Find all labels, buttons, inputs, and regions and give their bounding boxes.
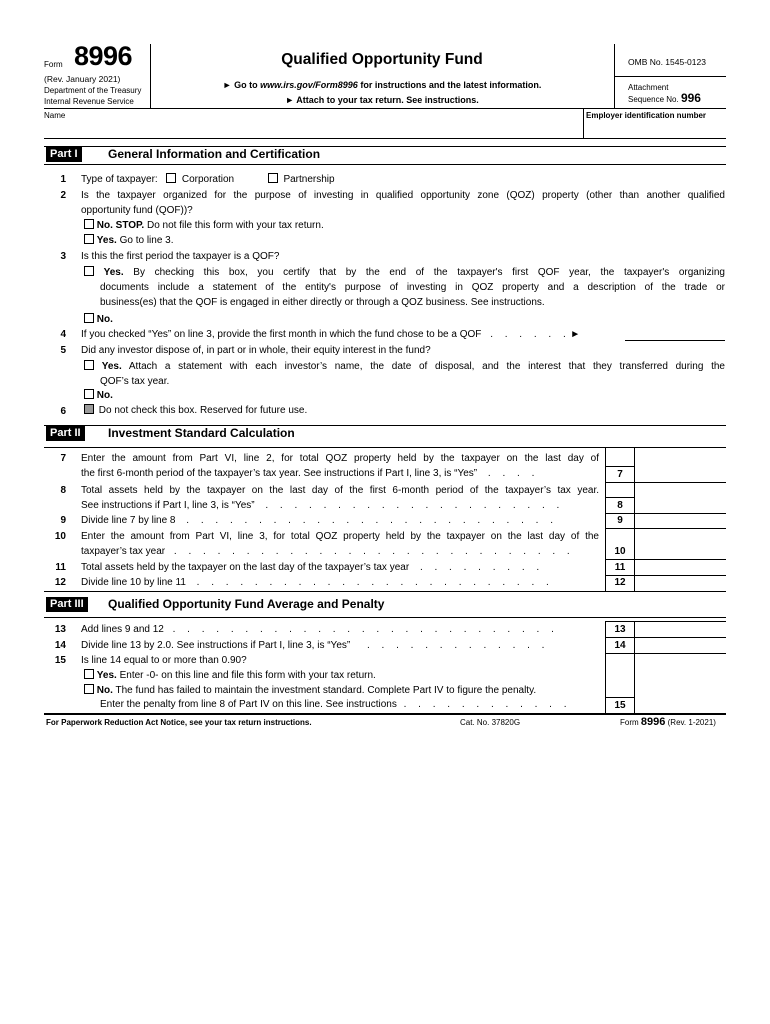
part-3-label: Part III <box>46 597 88 612</box>
sequence-label <box>628 93 701 105</box>
line-2-no-text: Do not file this form with your tax return. <box>146 220 324 231</box>
line-3-yes-checkbox[interactable] <box>84 266 94 276</box>
line-10-number: 10 <box>54 531 66 542</box>
line-3-no-label: No. <box>96 314 113 325</box>
line-5-number: 5 <box>60 345 66 356</box>
line-2-yes-row <box>84 233 174 248</box>
line-9-row <box>81 513 557 528</box>
corporation-checkbox[interactable] <box>166 173 176 183</box>
line-3-number: 3 <box>60 251 66 262</box>
box-10-label: 10 <box>614 546 626 557</box>
line-7-text-a: Enter the amount from Part VI, line 2, for total QOZ property held by the taxpayer on the last day of <box>81 453 599 464</box>
part-1-title: General Information and Certification <box>108 147 321 161</box>
line-8-amount-field[interactable] <box>635 498 725 513</box>
line-5-text: Did any investor dispose of, in part or in whole, their equity interest in the fund? <box>81 345 431 356</box>
line-3-yes-label: Yes. <box>103 267 124 278</box>
line-12-text: Divide line 10 by line 11 <box>81 577 186 588</box>
box-12-label: 12 <box>614 577 626 588</box>
line-2-number: 2 <box>60 190 66 201</box>
arrow-right-icon: ► <box>570 329 581 340</box>
sequence-text: Sequence No. <box>628 95 679 104</box>
part-1-label: Part I <box>46 147 82 162</box>
box-8-label: 8 <box>617 500 623 511</box>
line-6-text: Do not check this box. Reserved for future use. <box>98 405 308 416</box>
line-15-text: Is line 14 equal to or more than 0.90? <box>81 655 247 666</box>
catalog-number: Cat. No. 37820G <box>460 718 521 727</box>
line-2-no-label: No. STOP. <box>96 220 145 231</box>
instructions-line-1 <box>150 79 614 91</box>
part-2-label: Part II <box>46 426 85 441</box>
line-5-no-checkbox[interactable] <box>84 389 94 399</box>
footer-revision: (Rev. 1-2021) <box>667 718 716 727</box>
line-7-text-b: the first 6-month period of the taxpayer’s tax year. See instructions if Part I, line 3, is “Yes” <box>81 468 478 479</box>
line-11-row <box>81 560 544 575</box>
line-10-leader-dots: . . . . . . . . . . . . . . . . . . . . . . . . . . . . <box>173 546 575 557</box>
line-5-yes-text-b: QOF’s tax year. <box>100 376 170 387</box>
line-15-no-text-b: Enter the penalty from line 8 of Part IV on this line. See instructions <box>100 699 397 710</box>
omb-number: OMB No. 1545-0123 <box>628 57 706 67</box>
irs-form-link[interactable]: www.irs.gov/Form8996 <box>260 80 358 90</box>
line-3-no-row <box>84 312 113 327</box>
line-5-yes-label: Yes. <box>101 361 122 372</box>
line-1-number: 1 <box>60 174 66 185</box>
line-2-yes-checkbox[interactable] <box>84 234 94 244</box>
line-5-yes-text-a: Attach a statement with each investor’s name, the date of disposal, and the interest that they transferred during the <box>128 361 725 372</box>
line-15-yes-checkbox[interactable] <box>84 669 94 679</box>
footer-form-id <box>620 717 716 728</box>
line-2-yes-text: Go to line 3. <box>119 235 174 246</box>
line-9-text: Divide line 7 by line 8 <box>81 515 176 526</box>
line-5-yes-checkbox[interactable] <box>84 360 94 370</box>
line-15-no-row <box>84 683 536 698</box>
line-15-yes-row <box>84 668 376 683</box>
line-15-leader-dots: . . . . . . . . . . . . <box>403 699 572 710</box>
department-name: Department of the Treasury <box>44 86 142 95</box>
line-14-leader-dots: . . . . . . . . . . . . . <box>367 640 549 651</box>
part-3-title: Qualified Opportunity Fund Average and Penalty <box>108 597 385 611</box>
line-2-yes-label: Yes. <box>96 235 117 246</box>
line-9-number: 9 <box>60 515 66 526</box>
line-15-number: 15 <box>54 655 66 666</box>
line-3-yes-text-b: documents include a statement of the entity's purpose of investing in QOZ property and a description of the trade or <box>100 282 725 293</box>
box-9-label: 9 <box>617 515 623 526</box>
partnership-label: Partnership <box>283 174 335 185</box>
name-field[interactable] <box>44 120 582 136</box>
line-15-no-text: The fund has failed to maintain the investment standard. Complete Part IV to figure the penalty. <box>115 685 537 696</box>
line-5-no-label: No. <box>96 390 113 401</box>
line-2-no-checkbox[interactable] <box>84 219 94 229</box>
line-3-yes-text-a: By checking this box, you certify that by the end of the taxpayer's first QOF year, the taxpayer's organizing <box>133 267 725 278</box>
box-7-label: 7 <box>617 469 623 480</box>
line-4-leader-dots: . . . . . . <box>490 329 571 340</box>
box-15-label: 15 <box>614 700 626 711</box>
box-14-label: 14 <box>614 640 626 651</box>
line-13-number: 13 <box>54 624 66 635</box>
first-month-field[interactable] <box>625 326 725 341</box>
line-8-text-a: Total assets held by the taxpayer on the last day of the first 6-month period of the taxpayer’s tax year. <box>81 485 599 496</box>
line-2-no-row <box>84 218 324 233</box>
agency-name: Internal Revenue Service <box>44 97 134 106</box>
box-13-label: 13 <box>614 624 626 635</box>
revision-date: (Rev. January 2021) <box>44 74 121 84</box>
line-15-no-row-b <box>100 697 571 712</box>
line-15-yes-label: Yes. <box>96 670 117 681</box>
line-13-amount-field[interactable] <box>635 622 725 637</box>
footer-form-label: Form <box>620 718 639 727</box>
line-4-number: 4 <box>60 329 66 340</box>
part-2-title: Investment Standard Calculation <box>108 426 295 440</box>
sequence-number: 996 <box>680 91 701 105</box>
line-11-text: Total assets held by the taxpayer on the last day of the taxpayer’s tax year <box>81 562 410 573</box>
line-14-row <box>81 638 549 653</box>
name-label: Name <box>44 111 66 120</box>
line-15-no-checkbox[interactable] <box>84 684 94 694</box>
line-12-row <box>81 575 553 590</box>
line-3-yes-text-c: business(es) that the QOF is engaged in either directly or through a QOZ business. See instructions. <box>100 297 545 308</box>
instructions-line-2: ► Attach to your tax return. See instructions. <box>285 95 479 105</box>
line-4-text: If you checked “Yes” on line 3, provide the first month in which the fund chose to be a QOF <box>81 329 482 340</box>
ein-label: Employer identification number <box>586 111 707 120</box>
paperwork-notice: For Paperwork Reduction Act Notice, see your tax return instructions. <box>46 718 312 727</box>
line-3-no-checkbox[interactable] <box>84 313 94 323</box>
line-2-text-a: Is the taxpayer organized for the purpose of investing in qualified opportunity zone (QOZ) property (other than another qualified <box>81 190 725 201</box>
line-5-no-row <box>84 388 113 403</box>
partnership-checkbox[interactable] <box>268 173 278 183</box>
line-2-text-b: opportunity fund (QOF))? <box>81 205 193 216</box>
line-4-row <box>81 327 580 342</box>
line-8-text-b: See instructions if Part I, line 3, is “Yes” <box>81 500 255 511</box>
line-13-leader-dots: . . . . . . . . . . . . . . . . . . . . . . . . . . . <box>172 624 559 635</box>
line-14-amount-field[interactable] <box>635 638 725 653</box>
box-11-label: 11 <box>614 562 626 573</box>
line-9-leader-dots: . . . . . . . . . . . . . . . . . . . . . . . . . . <box>186 515 558 526</box>
line-7-row-b <box>81 466 539 481</box>
line-12-leader-dots: . . . . . . . . . . . . . . . . . . . . . . . . . <box>196 577 554 588</box>
line-7-leader-dots: . . . . <box>487 468 539 479</box>
form-number: 8996 <box>74 41 133 71</box>
corporation-label: Corporation <box>181 174 235 185</box>
instr-pre: Go to <box>234 80 258 90</box>
line-9-amount-field[interactable] <box>635 513 725 528</box>
line-8-leader-dots: . . . . . . . . . . . . . . . . . . . . . <box>265 500 564 511</box>
line-15-no-label: No. <box>96 685 113 696</box>
footer-form-number: 8996 <box>640 716 666 728</box>
line-11-amount-field[interactable] <box>635 560 725 575</box>
line-12-amount-field[interactable] <box>635 575 725 590</box>
line-8-row-b <box>81 498 564 513</box>
line-14-number: 14 <box>54 640 66 651</box>
line-10-text-b: taxpayer’s tax year <box>81 546 166 557</box>
line-13-row <box>81 622 558 637</box>
attachment-label: Attachment <box>628 83 669 92</box>
form-label: Form <box>44 60 63 69</box>
line-12-number: 12 <box>54 577 66 588</box>
line-10-amount-field[interactable] <box>635 544 725 559</box>
line-6-row <box>84 403 307 418</box>
form-title: Qualified Opportunity Fund <box>281 51 483 68</box>
line-10-text-a: Enter the amount from Part VI, line 3, for total QOZ property held by the taxpayer on the last day of the <box>81 531 599 542</box>
line-5-yes-row <box>84 359 725 374</box>
line-10-row-b <box>81 544 574 559</box>
line-3-yes-row <box>84 265 725 280</box>
line-7-number: 7 <box>60 453 66 464</box>
line-1-row <box>81 172 335 187</box>
line-11-leader-dots: . . . . . . . . . <box>419 562 544 573</box>
line-13-text: Add lines 9 and 12 <box>81 624 164 635</box>
line-11-number: 11 <box>55 562 66 573</box>
line-15-yes-text: Enter -0- on this line and file this form with your tax return. <box>119 670 376 681</box>
arrow-right-icon: ► <box>222 80 232 90</box>
line-1-text: Type of taxpayer: <box>81 174 158 185</box>
line-15-amount-field[interactable] <box>635 698 725 713</box>
line-14-text: Divide line 13 by 2.0. See instructions if Part I, line 3, is “Yes” <box>81 640 351 651</box>
reserved-checkbox <box>84 404 94 414</box>
line-8-number: 8 <box>60 485 66 496</box>
ein-field[interactable] <box>586 122 724 136</box>
line-7-amount-field[interactable] <box>635 467 725 482</box>
line-6-number: 6 <box>60 406 66 417</box>
instr-post: for instructions and the latest information. <box>360 80 542 90</box>
line-3-text: Is this the first period the taxpayer is a QOF? <box>81 251 280 262</box>
